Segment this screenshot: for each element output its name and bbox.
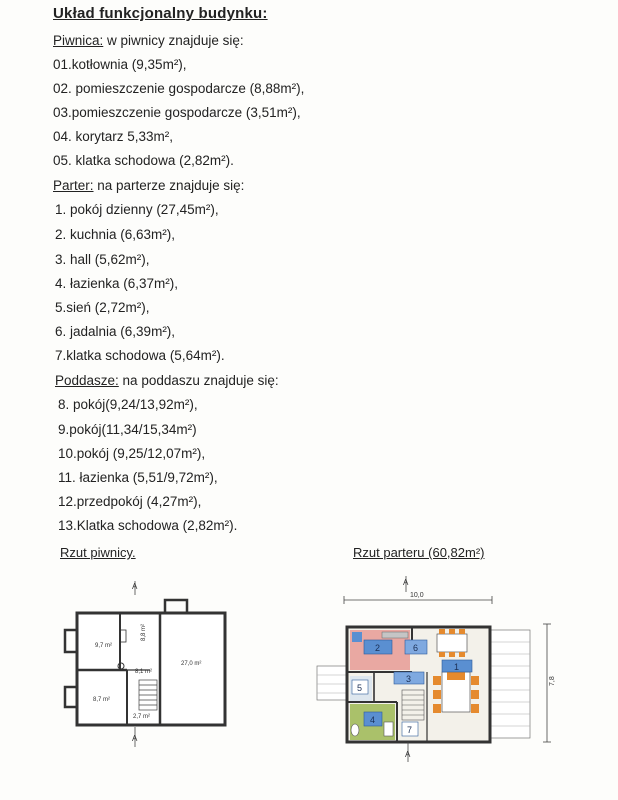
basement-floor-plan <box>55 575 240 760</box>
page-title: Układ funkcjonalny budynku: <box>53 5 268 22</box>
list-item: 3. hall (5,62m²), <box>55 252 150 267</box>
svg-text:7: 7 <box>407 725 413 735</box>
room-number-box-1 <box>442 660 472 672</box>
section-mark-icon <box>132 727 138 747</box>
svg-text:2: 2 <box>375 643 381 653</box>
list-item: 12.przedpokój (4,27m²), <box>58 494 202 509</box>
list-item: 11. łazienka (5,51/9,72m²), <box>58 470 218 485</box>
list-item: 2. kuchnia (6,63m²), <box>55 227 176 242</box>
list-item: 6. jadalnia (6,39m²), <box>55 324 176 339</box>
svg-text:A: A <box>132 582 138 591</box>
dining-table <box>437 629 467 657</box>
list-item: 8. pokój(9,24/13,92m²), <box>58 397 198 412</box>
room-number-box-4 <box>364 712 382 726</box>
list-item: 9.pokój(11,34/15,34m²) <box>58 422 197 437</box>
list-item: 1. pokój dzienny (27,45m²), <box>55 202 219 217</box>
section-ground-heading <box>53 178 244 193</box>
section-basement-heading <box>53 33 244 48</box>
room-area-label: 27,0 m² <box>181 661 202 667</box>
list-item: 03.pomieszczenie gospodarcze (3,51m²), <box>53 105 301 120</box>
section-attic-label: Poddasze: <box>55 373 119 388</box>
room-area-label: 8,7 m² <box>93 697 111 703</box>
section-ground-intro: na parterze znajduje się: <box>93 178 245 193</box>
list-item: 10.pokój (9,25/12,07m²), <box>58 446 206 461</box>
section-mark-icon <box>403 576 409 592</box>
list-item: 4. łazienka (6,37m²), <box>55 276 179 291</box>
room-area-label: 8,1 m² <box>135 669 153 675</box>
section-attic-heading <box>55 373 279 388</box>
room-number-box-2 <box>364 640 392 654</box>
list-item: 13.Klatka schodowa (2,82m²). <box>58 518 238 533</box>
svg-text:A: A <box>403 578 409 587</box>
list-item: 5.sień (2,72m²), <box>55 300 150 315</box>
list-item: 04. korytarz 5,33m², <box>53 129 174 144</box>
living-room-furniture <box>433 672 479 713</box>
svg-text:4: 4 <box>370 715 376 725</box>
room-number-box-5 <box>352 680 368 694</box>
svg-text:6: 6 <box>413 643 419 653</box>
room-area-label: 8,8 m² <box>141 623 147 641</box>
room-number-box-6 <box>405 640 427 654</box>
ground-plan-caption: Rzut parteru (60,82m²) <box>353 545 485 560</box>
room-area-label: 2,7 m² <box>133 714 151 720</box>
svg-text:A: A <box>405 750 411 759</box>
list-item: 01.kotłownia (9,35m²), <box>53 57 187 72</box>
section-mark-icon <box>132 581 138 595</box>
list-item: 05. klatka schodowa (2,82m²). <box>53 153 234 168</box>
room-area-label: 9,7 m² <box>95 643 113 649</box>
svg-text:1: 1 <box>454 662 460 672</box>
svg-text:7,8: 7,8 <box>549 676 556 686</box>
svg-text:A: A <box>132 734 138 743</box>
section-basement-label: Piwnica: <box>53 33 104 48</box>
basement-plan-caption: Rzut piwnicy. <box>60 545 136 560</box>
room-number-box-3 <box>394 672 424 684</box>
svg-text:5: 5 <box>357 683 363 693</box>
height-dimension <box>543 624 556 742</box>
svg-text:10,0: 10,0 <box>410 592 424 599</box>
list-item: 02. pomieszczenie gospodarcze (8,88m²), <box>53 81 305 96</box>
room-number-box-7 <box>402 722 418 736</box>
ground-floor-plan <box>302 572 572 767</box>
section-basement-intro: w piwnicy znajduje się: <box>103 33 244 48</box>
width-dimension <box>344 592 492 604</box>
list-item: 7.klatka schodowa (5,64m²). <box>55 348 225 363</box>
section-ground-label: Parter: <box>53 178 94 193</box>
section-attic-intro: na poddaszu znajduje się: <box>118 373 279 388</box>
svg-text:3: 3 <box>406 674 412 684</box>
section-mark-icon <box>405 742 411 762</box>
